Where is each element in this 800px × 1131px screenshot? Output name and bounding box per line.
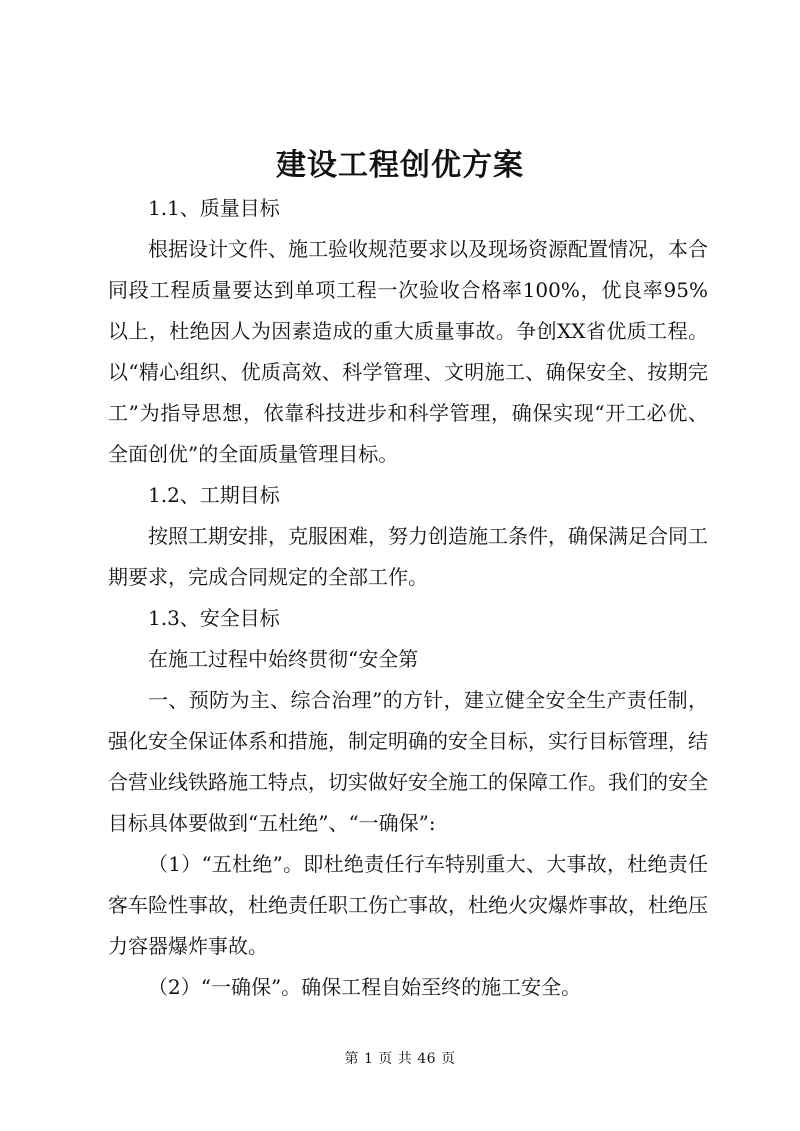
- safety-item-five-eliminations: （1）“五杜绝”。即杜绝责任行车特别重大、大事故，杜绝责任客车险性事故，杜绝责任职工伤亡事故，杜绝火灾爆炸事故，杜绝压力容器爆炸事故。: [108, 852, 708, 958]
- safety-body-paragraph: 一、预防为主、综合治理”的方针，建立健全安全生产责任制，强化安全保证体系和措施，制定明确的安全目标，实行目标管理，结合营业线铁路施工特点，切实做好安全施工的保障工作。我们的安全目标具体要做到“五杜绝”、“一确保”:: [108, 688, 708, 835]
- quality-target-heading: 1.1、质量目标: [148, 196, 280, 220]
- document-title: 建设工程创优方案: [276, 148, 524, 183]
- quality-target-paragraph: 根据设计文件、施工验收规范要求以及现场资源配置情况，本合同段工程质量要达到单项工程一次验收合格率100%，优良率95%以上，杜绝因人为因素造成的重大质量事故。争创XX省优质工程。以“精心组织、优质高效、科学管理、文明施工、确保安全、按期完工”为指导思想，依靠科技进步和科学管理，确保实现“开工必优、全面创优”的全面质量管理目标。: [108, 237, 708, 466]
- safety-item-one-guarantee: （2）“一确保”。确保工程自始至终的施工安全。: [148, 975, 582, 999]
- schedule-target-paragraph: 按照工期安排，克服困难，努力创造施工条件，确保满足合同工期要求，完成合同规定的全部工作。: [108, 524, 708, 589]
- safety-target-heading: 1.3、安全目标: [148, 606, 280, 630]
- schedule-target-heading: 1.2、工期目标: [148, 483, 280, 507]
- safety-intro-paragraph: 在施工过程中始终贯彻“安全第: [148, 647, 419, 671]
- page-footer: 第 1 页 共 46 页: [344, 1051, 456, 1067]
- document-body: [108, 188, 708, 1008]
